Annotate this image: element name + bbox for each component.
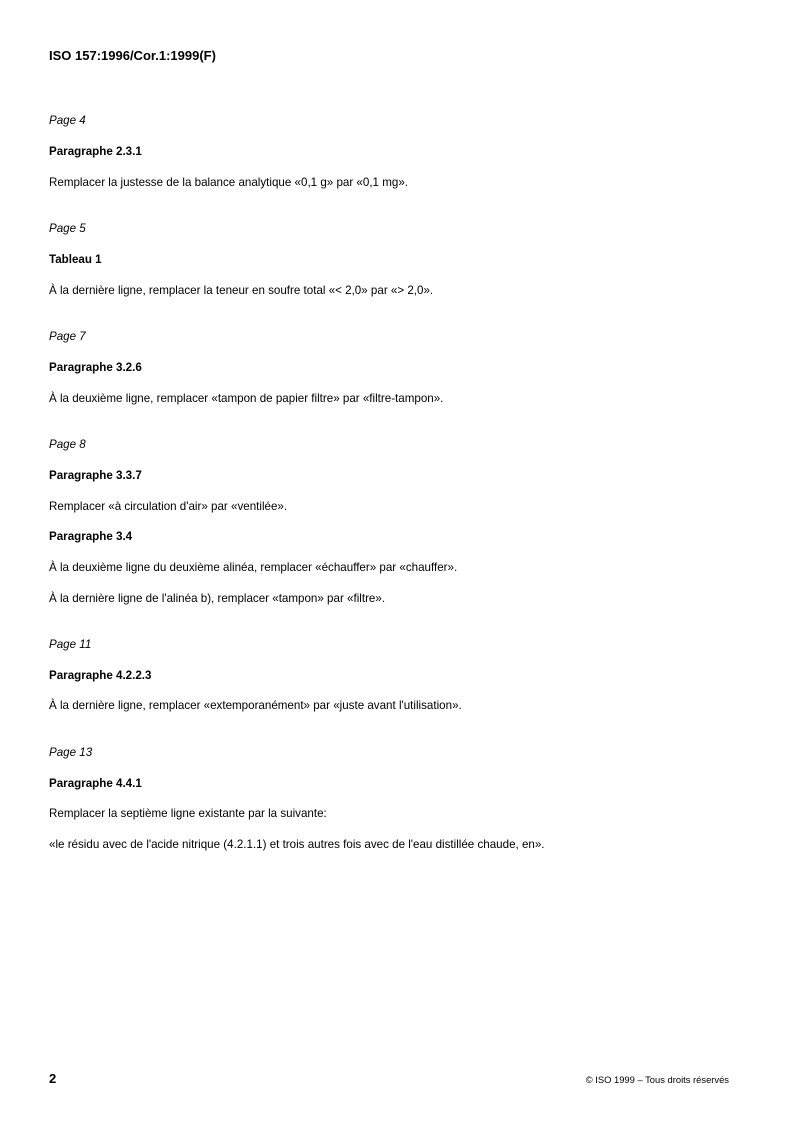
- correction-text: Remplacer la septième ligne existante par la suivante:: [49, 807, 327, 820]
- page-reference: Page 5: [49, 222, 86, 235]
- correction-text: À la deuxième ligne du deuxième alinéa, remplacer «échauffer» par «chauffer».: [49, 561, 458, 574]
- page-reference: Page 7: [49, 330, 86, 343]
- correction-text: À la dernière ligne, remplacer «extemporanément» par «juste avant l'utilisation».: [49, 699, 462, 712]
- page-reference: Page 11: [49, 638, 92, 651]
- correction-text: À la dernière ligne de l'alinéa b), remplacer «tampon» par «filtre».: [49, 592, 386, 605]
- footer-page-number: 2: [49, 1071, 57, 1086]
- correction-text: Remplacer «à circulation d'air» par «ventilée».: [49, 500, 288, 513]
- document-identifier: ISO 157:1996/Cor.1:1999(F): [49, 48, 216, 63]
- paragraph-heading: Paragraphe 4.4.1: [49, 777, 142, 790]
- paragraph-heading: Paragraphe 3.4: [49, 530, 133, 543]
- correction-text: À la deuxième ligne, remplacer «tampon de papier filtre» par «filtre-tampon».: [49, 392, 444, 405]
- table-heading: Tableau 1: [49, 253, 102, 266]
- correction-text: Remplacer la justesse de la balance analytique «0,1 g» par «0,1 mg».: [49, 176, 408, 189]
- page-reference: Page 8: [49, 438, 86, 451]
- page-reference: Page 13: [49, 746, 93, 759]
- paragraph-heading: Paragraphe 4.2.2.3: [49, 669, 152, 682]
- footer-copyright: © ISO 1999 – Tous droits réservés: [585, 1074, 729, 1085]
- correction-text: À la dernière ligne, remplacer la teneur en soufre total «< 2,0» par «> 2,0».: [49, 284, 434, 297]
- paragraph-heading: Paragraphe 2.3.1: [49, 145, 142, 158]
- page-reference: Page 4: [49, 114, 86, 127]
- paragraph-heading: Paragraphe 3.2.6: [49, 361, 142, 374]
- replacement-text: «le résidu avec de l'acide nitrique (4.2.1.1) et trois autres fois avec de l'eau distillée chaude, en».: [49, 838, 545, 851]
- paragraph-heading: Paragraphe 3.3.7: [49, 469, 142, 482]
